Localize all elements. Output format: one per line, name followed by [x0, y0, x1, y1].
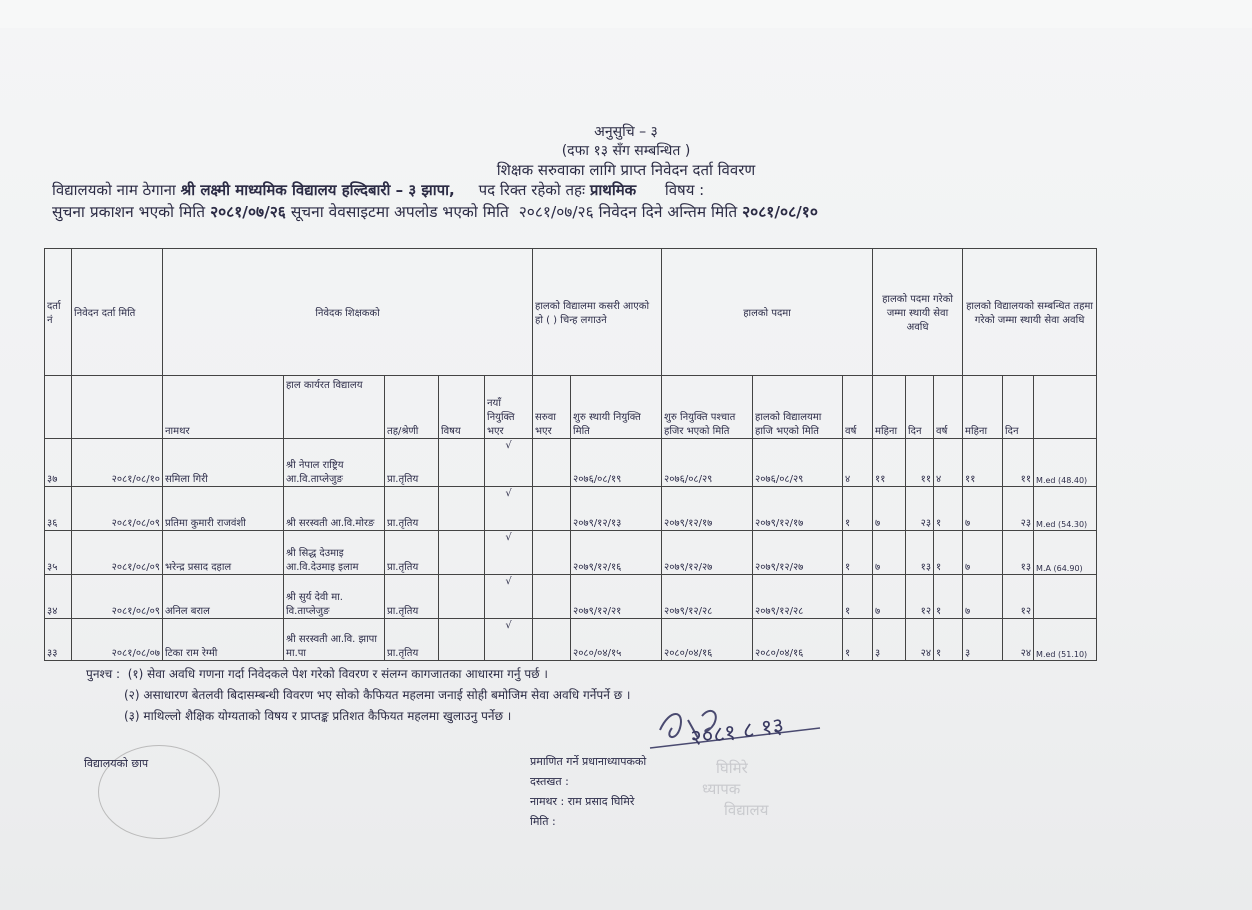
- deadline-label: निवेदन दिने अन्तिम मिति: [598, 203, 738, 221]
- cell-application-date: २०८१/०८/१०: [72, 439, 163, 487]
- cell-name: भरेन्द्र प्रसाद दहाल: [163, 531, 284, 575]
- upload-date: २०८१/०७/२६: [518, 203, 594, 221]
- cell-new-tick: √: [485, 575, 533, 619]
- cell-school-year: १: [934, 619, 963, 661]
- cell-transfer: [533, 531, 571, 575]
- cell-level: प्रा.तृतिय: [385, 487, 439, 531]
- cell-school-join-date: २०७९/१२/२७: [753, 531, 843, 575]
- cell-post-year: १: [843, 619, 873, 661]
- vacancy-level: प्राथमिक: [589, 181, 637, 199]
- cell-school-month: ११: [963, 439, 1003, 487]
- subject-label: विषय :: [664, 181, 705, 199]
- header-applicant: निवेदक शिक्षकको: [163, 249, 533, 376]
- cell-post-month: ११: [873, 439, 906, 487]
- cell-new-tick: √: [485, 531, 533, 575]
- table-row: [45, 575, 1097, 619]
- section-reference: (दफा १३ सँग सम्बन्धित ): [561, 143, 691, 159]
- faded-stamp-text-2: ध्यापक: [702, 780, 741, 798]
- subheader-empty: [45, 376, 72, 439]
- faded-stamp-text-3: विद्यालय: [724, 801, 769, 819]
- cell-school-month: ७: [963, 575, 1003, 619]
- subheader-level: तह/श्रेणी: [385, 376, 439, 439]
- schedule-title: अनुसुचि – ३: [594, 124, 658, 140]
- subheader-post-month: महिना: [873, 376, 906, 439]
- subheader-school: हाल कार्यरत विद्यालय: [284, 376, 385, 439]
- cell-remarks: [1034, 575, 1097, 619]
- cell-reg-no: ३६: [45, 487, 72, 531]
- deadline-date: २०८१/०८/१०: [742, 203, 818, 221]
- school-info-line: [52, 180, 704, 200]
- cell-post-day: २४: [906, 619, 934, 661]
- notice-label: सुचना प्रकाशन भएको मिति: [52, 203, 206, 221]
- cell-post-month: ७: [873, 531, 906, 575]
- cell-remarks: M.ed (54.30): [1034, 487, 1097, 531]
- subheader-empty: [72, 376, 163, 439]
- cell-post-day: १२: [906, 575, 934, 619]
- handwritten-date: २०८१ ८ १३: [688, 713, 786, 752]
- sign-date-label: मिति :: [530, 815, 556, 828]
- header-application-date: निवेदन दर्ता मिति: [72, 249, 163, 376]
- cell-new-tick: √: [485, 487, 533, 531]
- cell-join-date: २०८०/०४/१६: [662, 619, 753, 661]
- cell-school-join-date: २०८०/०४/१६: [753, 619, 843, 661]
- footnote-3: (३) माथिल्लो शैक्षिक योग्यताको विषय र प्राप्तङ्क प्रतिशत कैफियत महलमा खुलाउनु पर्नेछ ।: [124, 709, 512, 723]
- cell-name: टिका राम रेग्मी: [163, 619, 284, 661]
- paper-top-edge: [0, 0, 1252, 28]
- cell-school-day: २३: [1003, 487, 1034, 531]
- faded-stamp-text-1: घिमिरे: [716, 759, 748, 777]
- school-label: विद्यालयको नाम ठेगाना: [52, 181, 176, 199]
- cell-school: श्री सरस्वती आ.वि.मोरङ: [284, 487, 385, 531]
- cell-transfer: [533, 439, 571, 487]
- cell-join-date: २०७९/१२/१७: [662, 487, 753, 531]
- subheader-new-appointment: नयाँ नियुक्ति भएर: [485, 376, 533, 439]
- cell-post-month: ३: [873, 619, 906, 661]
- cell-school: श्री सरस्वती आ.वि. झापा मा.पा: [284, 619, 385, 661]
- header-reg-no: दर्ता नं: [45, 249, 72, 376]
- cell-new-tick: √: [485, 619, 533, 661]
- cell-school-day: २४: [1003, 619, 1034, 661]
- footnotes: [86, 664, 630, 727]
- cell-school-month: ३: [963, 619, 1003, 661]
- subheader-school-join-date: हालको विद्यालयमा हाजि भएको मिति: [753, 376, 843, 439]
- vacancy-label: पद रिक्त रहेको तहः: [478, 181, 586, 199]
- cell-application-date: २०८१/०८/०९: [72, 487, 163, 531]
- cell-school-join-date: २०७९/१२/२८: [753, 575, 843, 619]
- header-school-service: हालको विद्यालयको सम्बन्धित तहमा गरेको जम्मा स्थायी सेवा अवधि: [963, 249, 1097, 376]
- cell-level: प्रा.तृतिय: [385, 575, 439, 619]
- table-row: [45, 439, 1097, 487]
- cell-permanent-date: २०७९/१२/१३: [571, 487, 662, 531]
- subheader-name: नामथर: [163, 376, 284, 439]
- application-register-table: [44, 248, 1097, 661]
- cell-school: श्री नेपाल राष्ट्रिय आ.वि.ताप्लेजुङ: [284, 439, 385, 487]
- cell-level: प्रा.तृतिय: [385, 531, 439, 575]
- cell-permanent-date: २०७६/०८/१९: [571, 439, 662, 487]
- cell-permanent-date: २०७९/१२/१६: [571, 531, 662, 575]
- certify-label: प्रमाणित गर्ने प्रधानाध्यापकको: [530, 755, 647, 768]
- cell-level: प्रा.तृतिय: [385, 439, 439, 487]
- cell-school-day: १२: [1003, 575, 1034, 619]
- cell-name: अनिल बराल: [163, 575, 284, 619]
- cell-post-year: ४: [843, 439, 873, 487]
- cell-join-date: २०७६/०८/२९: [662, 439, 753, 487]
- cell-level: प्रा.तृतिय: [385, 619, 439, 661]
- cell-post-month: ७: [873, 487, 906, 531]
- cell-remarks: M.A (64.90): [1034, 531, 1097, 575]
- cell-school-year: १: [934, 487, 963, 531]
- cell-school-year: १: [934, 531, 963, 575]
- table-row: [45, 487, 1097, 531]
- cell-subject: [439, 439, 485, 487]
- header-how-came: हालको विद्यालमा कसरी आएको हो ( ) चिन्ह लगाउने: [533, 249, 662, 376]
- signer-name: नामथर : राम प्रसाद घिमिरे: [530, 795, 635, 808]
- cell-application-date: २०८१/०८/०९: [72, 531, 163, 575]
- cell-reg-no: ३५: [45, 531, 72, 575]
- cell-post-year: १: [843, 487, 873, 531]
- cell-school-day: ११: [1003, 439, 1034, 487]
- signature-label: दस्तखत :: [530, 775, 569, 788]
- subheader-post-day: दिन: [906, 376, 934, 439]
- cell-new-tick: √: [485, 439, 533, 487]
- cell-post-year: १: [843, 531, 873, 575]
- header-post-service: हालको पदमा गरेको जम्मा स्थायी सेवा अवधि: [873, 249, 963, 376]
- cell-reg-no: ३४: [45, 575, 72, 619]
- cell-subject: [439, 575, 485, 619]
- cell-post-day: १३: [906, 531, 934, 575]
- cell-transfer: [533, 575, 571, 619]
- cell-school-join-date: २०७६/०८/२९: [753, 439, 843, 487]
- cell-post-day: २३: [906, 487, 934, 531]
- notice-dates-line: [52, 200, 818, 222]
- subheader-school-year: वर्ष: [934, 376, 963, 439]
- document-title: शिक्षक सरुवाका लागि प्राप्त निवेदन दर्ता विवरण: [496, 161, 756, 179]
- cell-application-date: २०८१/०८/०७: [72, 619, 163, 661]
- cell-permanent-date: २०७९/१२/२१: [571, 575, 662, 619]
- cell-application-date: २०८१/०८/०९: [72, 575, 163, 619]
- cell-school-month: ७: [963, 487, 1003, 531]
- cell-reg-no: ३७: [45, 439, 72, 487]
- subheader-subject: विषय: [439, 376, 485, 439]
- cell-post-day: ११: [906, 439, 934, 487]
- cell-post-month: ७: [873, 575, 906, 619]
- cell-subject: [439, 619, 485, 661]
- table-row: [45, 619, 1097, 661]
- header-current-post: हालको पदमा: [662, 249, 873, 376]
- cell-reg-no: ३३: [45, 619, 72, 661]
- subheader-transfer: सरुवा भएर: [533, 376, 571, 439]
- cell-school-year: १: [934, 575, 963, 619]
- cell-school: श्री सिद्ध देउमाइ आ.वि.देउमाइ इलाम: [284, 531, 385, 575]
- subheader-join-date: शुरु नियुक्ति पश्चात हजिर भएको मिति: [662, 376, 753, 439]
- cell-transfer: [533, 619, 571, 661]
- cell-school-join-date: २०७९/१२/१७: [753, 487, 843, 531]
- subheader-empty: [1034, 376, 1097, 439]
- cell-subject: [439, 531, 485, 575]
- cell-join-date: २०७९/१२/२८: [662, 575, 753, 619]
- table-header-row: [45, 249, 1097, 376]
- subheader-school-day: दिन: [1003, 376, 1034, 439]
- cell-remarks: M.ed (48.40): [1034, 439, 1097, 487]
- cell-transfer: [533, 487, 571, 531]
- cell-name: प्रतिमा कुमारी राजवंशी: [163, 487, 284, 531]
- cell-join-date: २०७९/१२/२७: [662, 531, 753, 575]
- notice-date: २०८१/०७/२६: [210, 203, 286, 221]
- signature-block: [530, 752, 646, 832]
- subheader-permanent-date: शुरु स्थायी नियुक्ति मिति: [571, 376, 662, 439]
- subheader-post-year: वर्ष: [843, 376, 873, 439]
- cell-school: श्री सुर्य देवी मा. वि.ताप्लेजुङ: [284, 575, 385, 619]
- table-subheader-row: [45, 376, 1097, 439]
- cell-school-day: १३: [1003, 531, 1034, 575]
- footnote-2: (२) असाधारण बेतलवी बिदासम्बन्धी विवरण भए सोको कैफियत महलमा जनाई सोही बमोजिम सेवा अवधि गर्नेपर्ने छ ।: [124, 688, 631, 702]
- footnote-label: पुनश्च :: [86, 667, 121, 681]
- upload-label: सूचना वेवसाइटमा अपलोड भएको मिति: [290, 203, 509, 221]
- cell-permanent-date: २०८०/०४/१५: [571, 619, 662, 661]
- cell-school-year: ४: [934, 439, 963, 487]
- table-row: [45, 531, 1097, 575]
- cell-name: समिला गिरी: [163, 439, 284, 487]
- cell-school-month: ७: [963, 531, 1003, 575]
- cell-remarks: M.ed (51.10): [1034, 619, 1097, 661]
- cell-post-year: १: [843, 575, 873, 619]
- cell-subject: [439, 487, 485, 531]
- footnote-1: (१) सेवा अवधि गणना गर्दा निवेदकले पेश गरेको विवरण र संलग्न कागजातका आधारमा गर्नु पर्छ ।: [127, 667, 548, 681]
- school-name: श्री लक्ष्मी माध्यमिक विद्यालय हल्दिबारी – ३ झापा,: [180, 181, 455, 199]
- school-stamp-label: विद्यालयको छाप: [84, 757, 149, 770]
- subheader-school-month: महिना: [963, 376, 1003, 439]
